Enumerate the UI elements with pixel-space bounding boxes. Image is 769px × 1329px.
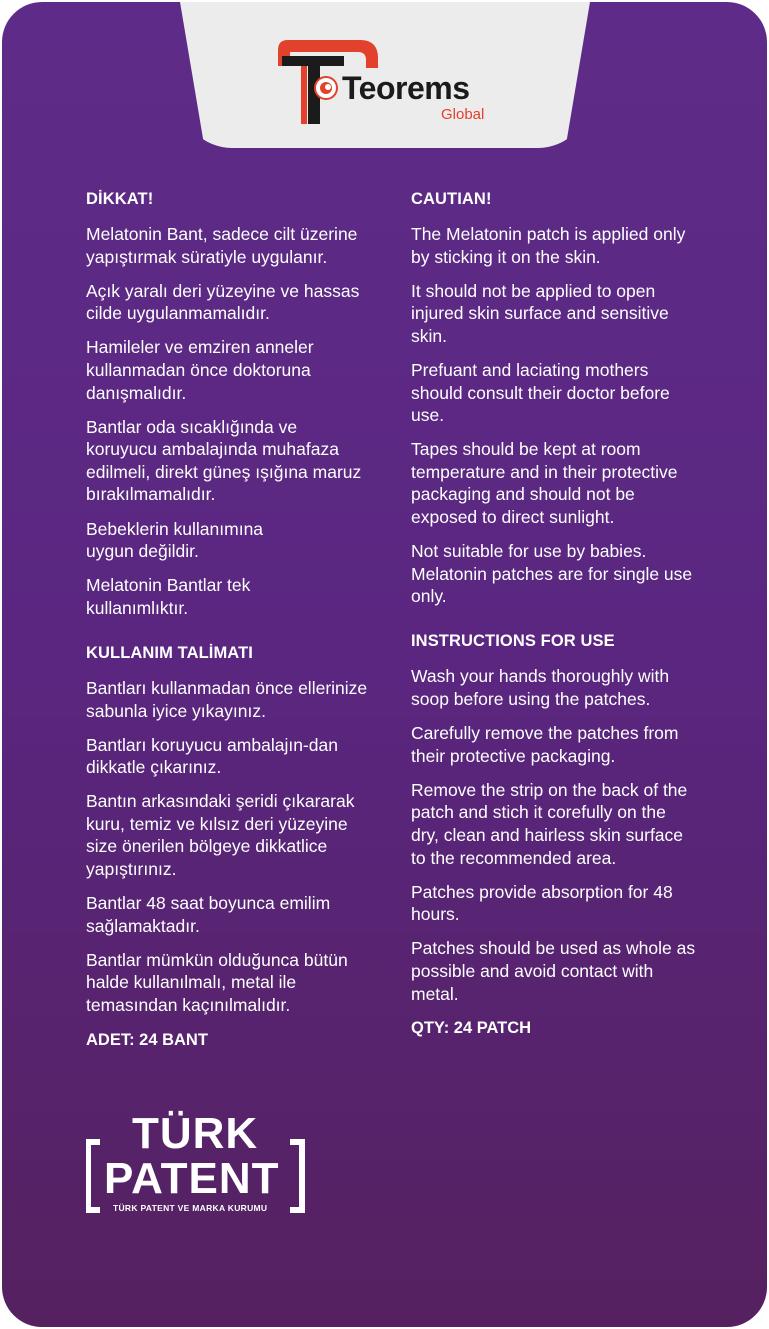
heading-instructions-tr: KULLANIM TALİMATI — [86, 643, 253, 662]
instruction-paragraph: Remove the strip on the back of the patch and stich it corefully on the dry, clean and hairless skin surface to the recommended area. — [411, 779, 688, 868]
turk-patent-logo — [86, 1109, 306, 1217]
warning-paragraph: Bebeklerin kullanımına uygun değildir. — [86, 518, 264, 562]
heading-instructions-en: INSTRUCTIONS FOR USE — [411, 632, 615, 651]
warning-paragraph: Hamileler ve emziren anneler kullanmadan önce doktoruna danışmalıdır. — [86, 337, 314, 403]
instruction-card — [2, 2, 767, 1327]
brand-name: Teorems — [342, 70, 470, 106]
warning-paragraph: The Melatonin patch is applied only by sticking it on the skin. — [411, 224, 686, 267]
instruction-paragraph: Bantları koruyucu ambalajın-dan dikkatle çıkarınız. — [86, 734, 338, 778]
quantity-label-tr: ADET: 24 BANT — [86, 1030, 208, 1049]
patent-line1: TÜRK — [132, 1109, 259, 1158]
warning-paragraph: Melatonin Bant, sadece cilt üzerine yapıştırmak süratiyle uygulanır. — [86, 224, 358, 267]
warning-paragraph: Tapes should be kept at room temperature and in their protective packaging and should not be exposed to direct sunlight. — [411, 439, 678, 528]
patent-sub: TÜRK PATENT VE MARKA KURUMU — [113, 1203, 268, 1213]
instruction-paragraph: Patches provide absorption for 48 hours. — [411, 881, 673, 925]
instruction-paragraph: Bantlar mümkün olduğunca bütün halde kullanılmalı, metal ile temasından kaçınılmalıdır. — [86, 949, 348, 1016]
instruction-paragraph: Carefully remove the patches from their protective packaging. — [411, 723, 679, 766]
instruction-paragraph: Bantın arkasındaki şeridi çıkararak kuru, temiz ve kılsız deri yüzeyine size önerilen bölgeye dikkatlice yapıştırınız. — [86, 791, 355, 880]
heading-warning-tr: DİKKAT! — [86, 190, 154, 208]
warning-paragraph: Bantlar oda sıcaklığında ve koruyucu ambalajında muhafaza edilmeli, direkt güneş ışığına maruz bırakılmamalıdır. — [86, 416, 362, 505]
instruction-paragraph: Patches should be used as whole as possible and avoid contact with metal. — [411, 938, 696, 1004]
warning-paragraph: Açık yaralı deri yüzeyine ve hassas cilde uygulanmamalıdır. — [86, 280, 360, 324]
quantity-label-en: QTY: 24 PATCH — [411, 1019, 532, 1038]
instruction-paragraph: Wash your hands thoroughly with soop before using the patches. — [411, 666, 670, 709]
warning-paragraph: Not suitable for use by babies. Melatonin patches are for single use only. — [411, 541, 693, 607]
heading-warning-en: CAUTIAN! — [411, 190, 492, 208]
instruction-paragraph: Bantlar 48 saat boyunca emilim sağlamaktadır. — [86, 893, 331, 936]
warning-paragraph: It should not be applied to open injured skin surface and sensitive skin. — [411, 280, 669, 346]
patent-line2: PATENT — [104, 1154, 280, 1203]
instruction-paragraph: Bantları kullanmadan önce ellerinize sabunla iyice yıkayınız. — [86, 677, 368, 721]
warning-paragraph: Prefuant and laciating mothers should consult their doctor before use. — [411, 359, 670, 426]
turkish-column — [86, 190, 371, 1050]
english-column — [411, 190, 696, 1038]
brand-sub: Global — [441, 106, 485, 123]
warning-paragraph: Melatonin Bantlar tek kullanımlıktır. — [86, 575, 251, 618]
